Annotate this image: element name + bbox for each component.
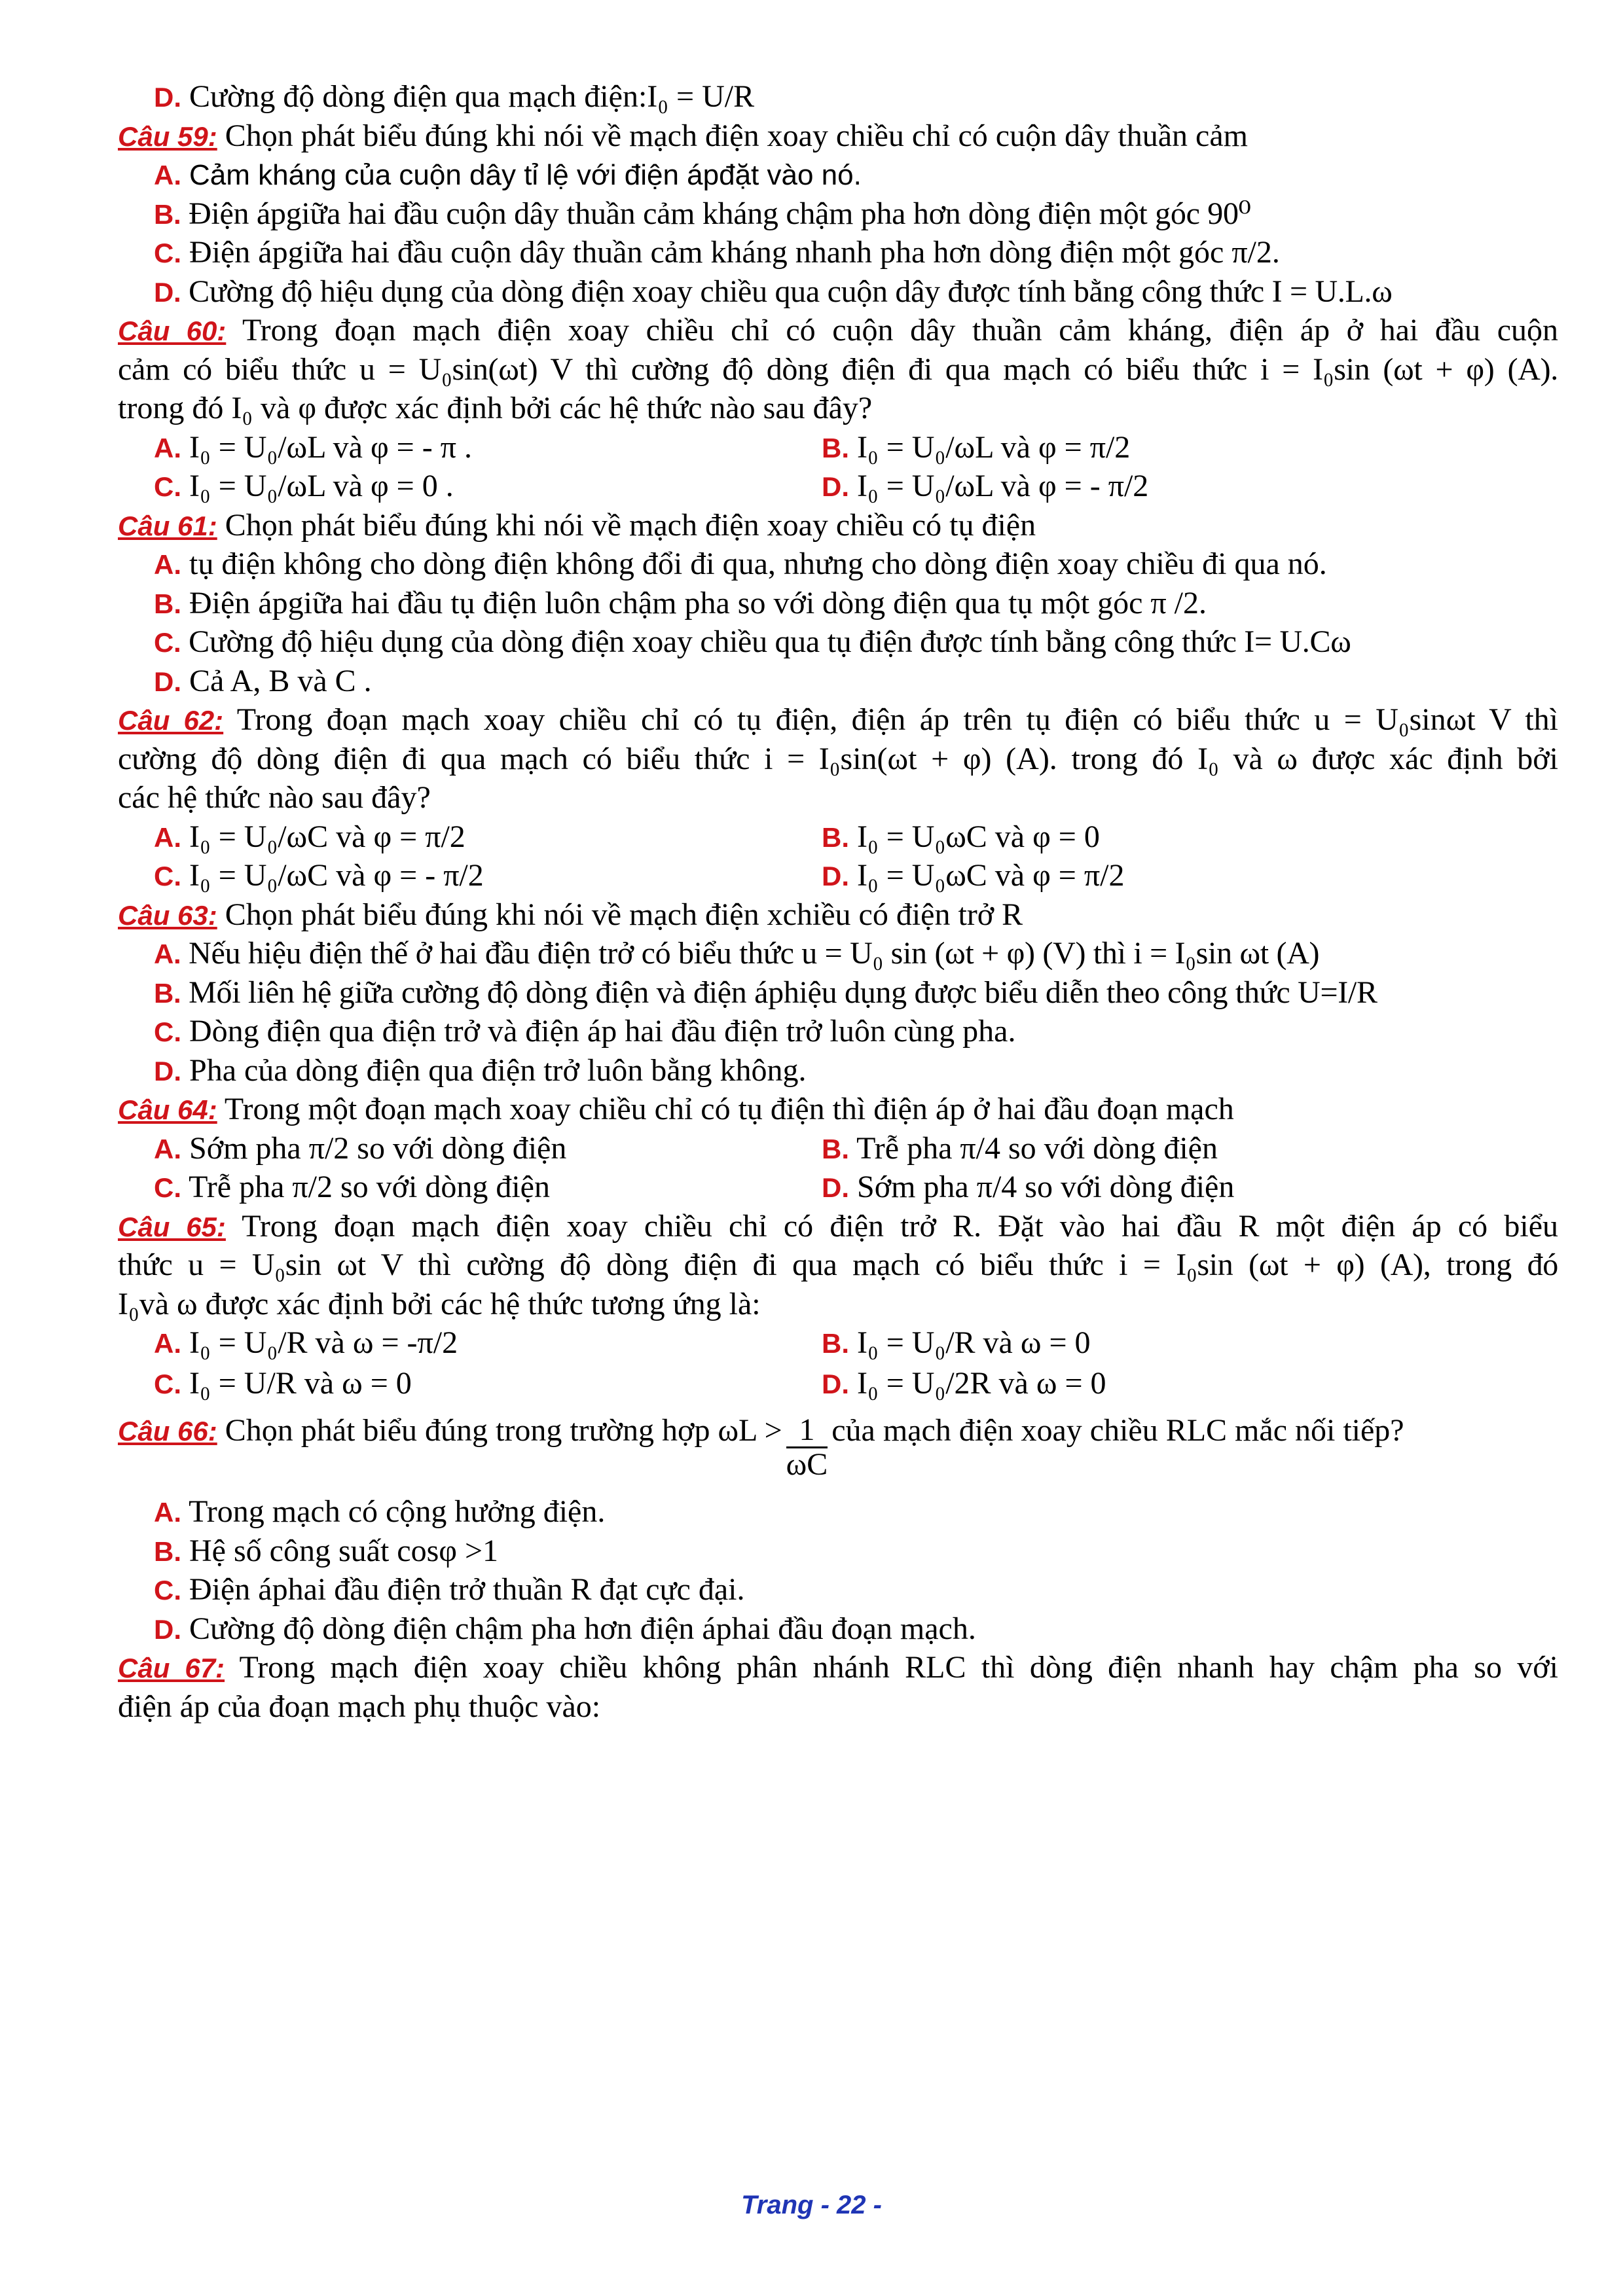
option-label: D. [822,471,849,502]
option-label: B. [822,432,849,463]
q60-option-c [118,467,822,506]
question-60-line-2 [118,350,1558,389]
q64-option-d [822,1168,1558,1207]
option-text: Nếu hiệu điện thế ở hai đầu điện trở có biểu thức u = U₀ sin (ωt + φ) (V) thì i = I₀sin ωt (A) [189,936,1320,971]
option-text: Pha của dòng điện qua điện trở luôn bằng không. [189,1052,807,1088]
option-label: A. [154,1497,181,1528]
option-text: Sớm pha π/2 so với dòng điện [189,1130,567,1166]
q60-options-row-1 [118,428,1558,467]
option-text: I₀ = U₀/ωC và φ = - π/2 [189,858,484,893]
question-65 [118,1207,1558,1246]
option-label: B. [822,1328,849,1359]
option-label: D. [154,82,181,113]
option-text: Trong mạch có cộng hưởng điện. [189,1494,606,1529]
option-text: Điện ápgiữa hai đầu cuộn dây thuần cảm kháng nhanh pha hơn dòng điện một góc π/2. [189,235,1280,270]
question-60-line-3 [118,389,1558,428]
option-label: A. [154,160,181,190]
option-text: Điện ápgiữa hai đầu cuộn dây thuần cảm kháng chậm pha hơn dòng điện một góc 90⁰ [189,196,1251,231]
q65-option-d [822,1364,1558,1405]
question-62-line-3 [118,778,1558,817]
question-text-line-1: Trong đoạn mạch xoay chiều chỉ có tụ điện, điện áp trên tụ điện có biểu thức u = U₀sinωt V thì [236,702,1559,737]
q65-options-row-1 [118,1323,1558,1364]
option-label: A. [154,432,181,463]
question-67-line-2 [118,1687,1558,1727]
option-text: Cảm kháng của cuộn dây tỉ lệ với điện ápđặt vào nó. [189,159,862,191]
option-text: Điện áphai đầu điện trở thuần R đạt cực đại. [189,1572,745,1607]
q59-option-c [118,233,1558,272]
option-text: I₀ = U₀/R và ω = 0 [857,1325,1091,1360]
q59-option-a [118,155,1558,194]
q62-option-a [118,817,822,857]
q60-option-a [118,428,822,467]
question-text-line-3: trong đó I₀ và φ được xác định bởi các hệ thức nào sau đây? [118,391,873,425]
option-text: Cả A, B và C . [189,663,372,698]
option-label: A. [154,1133,181,1164]
question-number: Câu 67: [118,1653,225,1683]
question-text: Chọn phát biểu đúng khi nói về mạch điện xoay chiều chỉ có cuộn dây thuần cảm [225,118,1248,153]
question-67 [118,1648,1558,1687]
question-text-line-1: Trong mạch điện xoay chiều không phân nhánh RLC thì dòng điện nhanh hay chậm pha so với [239,1650,1559,1685]
question-number: Câu 59: [118,120,217,152]
question-text-line-2: thức u = U₀sin ωt V thì cường độ dòng điện đi qua mạch có biểu thức i = I₀sin (ωt + φ) (A), trong đó [118,1247,1558,1282]
option-text: I₀ = U₀/ωL và φ = - π . [189,429,472,465]
option-label: B. [822,821,849,853]
q62-options-row-1 [118,817,1558,857]
q66-option-b [118,1532,1558,1571]
question-text-line-1: Trong đoạn mạch điện xoay chiều chỉ có điện trở R. Đặt vào hai đầu R một điện áp có biểu [242,1208,1558,1244]
option-text: tụ điện không cho dòng điện không đổi đi qua, nhưng cho dòng điện xoay chiều đi qua nó. [189,547,1327,581]
option-label: D. [154,276,181,308]
document-content [118,77,1558,1726]
q66-option-c [118,1570,1558,1609]
question-text: Trong một đoạn mạch xoay chiều chỉ có tụ điện thì điện áp ở hai đầu đoạn mạch [224,1092,1234,1126]
prev-option-d [118,77,1558,117]
q64-option-b [822,1129,1558,1168]
option-label: A. [154,939,181,969]
question-text-line-3: I₀và ω được xác định bởi các hệ thức tương ứng là: [118,1286,761,1321]
option-text: I₀ = U₀/ωC và φ = π/2 [189,819,465,854]
option-label: C. [154,238,181,268]
question-62-line-2 [118,740,1558,779]
option-label: A. [154,549,181,580]
option-label: B. [154,198,181,230]
q61-option-c [118,622,1558,662]
q63-option-b [118,973,1558,1013]
q64-option-c [118,1168,822,1207]
option-text: I₀ = U₀/2R và ω = 0 [857,1366,1106,1401]
question-66 [118,1405,1558,1492]
question-number: Câu 63: [118,899,217,931]
option-label: B. [154,1535,181,1567]
option-text: I₀ = U₀ωC và φ = π/2 [857,858,1125,893]
option-text: Cường độ dòng điện chậm pha hơn điện áphai đầu đoạn mạch. [189,1611,976,1646]
option-label: D. [154,1055,181,1086]
question-text-line-2: cảm có biểu thức u = U₀sin(ωt) V thì cường độ dòng điện đi qua mạch có biểu thức i = I₀sin (ωt + φ) (A). [118,351,1558,387]
question-59 [118,117,1558,156]
q62-option-b [822,817,1558,857]
option-text: I₀ = U₀/R và ω = -π/2 [189,1325,458,1360]
question-number: Câu 66: [118,1416,217,1446]
option-text: I₀ = U₀/ωL và φ = π/2 [857,429,1131,465]
q66-option-a [118,1492,1558,1532]
option-text: Trễ pha π/2 so với dòng điện [189,1170,550,1204]
q61-option-d [118,662,1558,701]
fraction-1-over-omega-c [786,1414,828,1481]
option-label: C. [154,1575,181,1605]
q60-option-d [822,467,1558,506]
question-text-line-3: các hệ thức nào sau đây? [118,780,431,815]
option-label: B. [822,1133,849,1164]
question-text-line-1: Trong đoạn mạch điện xoay chiều chỉ có cuộn dây thuần cảm kháng, điện áp ở hai đầu cuộn [242,313,1559,348]
fraction-denominator: ωC [786,1447,828,1482]
question-text-post: của mạch điện xoay chiều RLC mắc nối tiếp? [831,1413,1404,1448]
option-label: C. [154,1369,181,1399]
option-text: Sớm pha π/4 so với dòng điện [857,1170,1235,1204]
option-label: C. [154,1172,181,1203]
option-text: Dòng điện qua điện trở và điện áp hai đầu điện trở luôn cùng pha. [189,1014,1016,1049]
option-text: I₀ = U₀/ωL và φ = - π/2 [857,469,1149,503]
q64-option-a [118,1129,822,1168]
question-number: Câu 61: [118,510,217,541]
option-text: Cường độ dòng điện qua mạch điện:I₀ = U/R [189,79,755,114]
q65-option-c [118,1364,822,1405]
q61-option-a [118,545,1558,584]
q65-option-a [118,1323,822,1364]
question-text-pre: Chọn phát biểu đúng trong trường hợp ωL > [225,1413,782,1448]
option-text: Mối liên hệ giữa cường độ dòng điện và điện áphiệu dụng được biểu diễn theo công thức U=I/R [189,975,1377,1010]
question-number: Câu 62: [118,705,224,736]
option-label: D. [822,861,849,891]
page-number-footer: Trang - 22 - [741,2191,882,2219]
question-number: Câu 65: [118,1211,226,1242]
option-text: I₀ = U₀/ωL và φ = 0 . [189,469,454,503]
option-label: D. [154,666,181,697]
q63-option-c [118,1012,1558,1051]
question-text: Chọn phát biểu đúng khi nói về mạch điện xchiều có điện trở R [225,897,1023,932]
question-64 [118,1090,1558,1129]
q65-option-b [822,1323,1558,1364]
option-label: A. [154,821,181,853]
q59-option-d [118,272,1558,312]
question-65-line-2 [118,1246,1558,1285]
option-label: B. [154,588,181,619]
q60-option-b [822,428,1558,467]
question-65-line-3 [118,1285,1558,1324]
q64-options-row-1 [118,1129,1558,1168]
question-62 [118,700,1558,740]
q65-options-row-2 [118,1364,1558,1405]
q62-options-row-2 [118,856,1558,895]
q59-option-b [118,194,1558,234]
option-text: I₀ = U/R và ω = 0 [189,1366,412,1401]
q64-options-row-2 [118,1168,1558,1207]
option-label: A. [154,1328,181,1359]
option-label: D. [822,1369,849,1399]
question-61 [118,506,1558,545]
fraction-numerator: 1 [786,1414,828,1448]
option-text: Trễ pha π/4 so với dòng điện [856,1130,1218,1166]
option-text: Hệ số công suất cosφ >1 [189,1533,499,1568]
option-label: D. [154,1613,181,1645]
option-label: C. [154,471,181,502]
question-text-line-2: cường độ dòng điện đi qua mạch có biểu thức i = I₀sin(ωt + φ) (A). trong đó I₀ và ω được xác định bởi [118,741,1558,776]
question-63 [118,895,1558,935]
option-label: C. [154,627,181,658]
question-number: Câu 60: [118,315,227,346]
q66-option-d [118,1609,1558,1649]
option-text: Cường độ hiệu dụng của dòng điện xoay chiều qua tụ điện được tính bằng công thức I= U.Cω [189,624,1351,659]
q63-option-a [118,934,1558,973]
option-text: Điện ápgiữa hai đầu tụ điện luôn chậm pha so với dòng điện qua tụ một góc π /2. [189,585,1207,620]
question-number: Câu 64: [118,1094,217,1125]
question-60 [118,311,1558,350]
q62-option-d [822,856,1558,895]
option-label: C. [154,1016,181,1047]
option-text: Cường độ hiệu dụng của dòng điện xoay chiều qua cuộn dây được tính bằng công thức I = U.L.ω [189,274,1393,309]
option-label: C. [154,861,181,891]
question-text: Chọn phát biểu đúng khi nói về mạch điện xoay chiều có tụ điện [225,507,1036,543]
q63-option-d [118,1051,1558,1090]
option-label: B. [154,977,181,1009]
q60-options-row-2 [118,467,1558,506]
question-text-line-2: điện áp của đoạn mạch phụ thuộc vào: [118,1689,601,1724]
option-text: I₀ = U₀ωC và φ = 0 [857,819,1100,854]
q61-option-b [118,584,1558,623]
option-label: D. [822,1172,849,1203]
q62-option-c [118,856,822,895]
